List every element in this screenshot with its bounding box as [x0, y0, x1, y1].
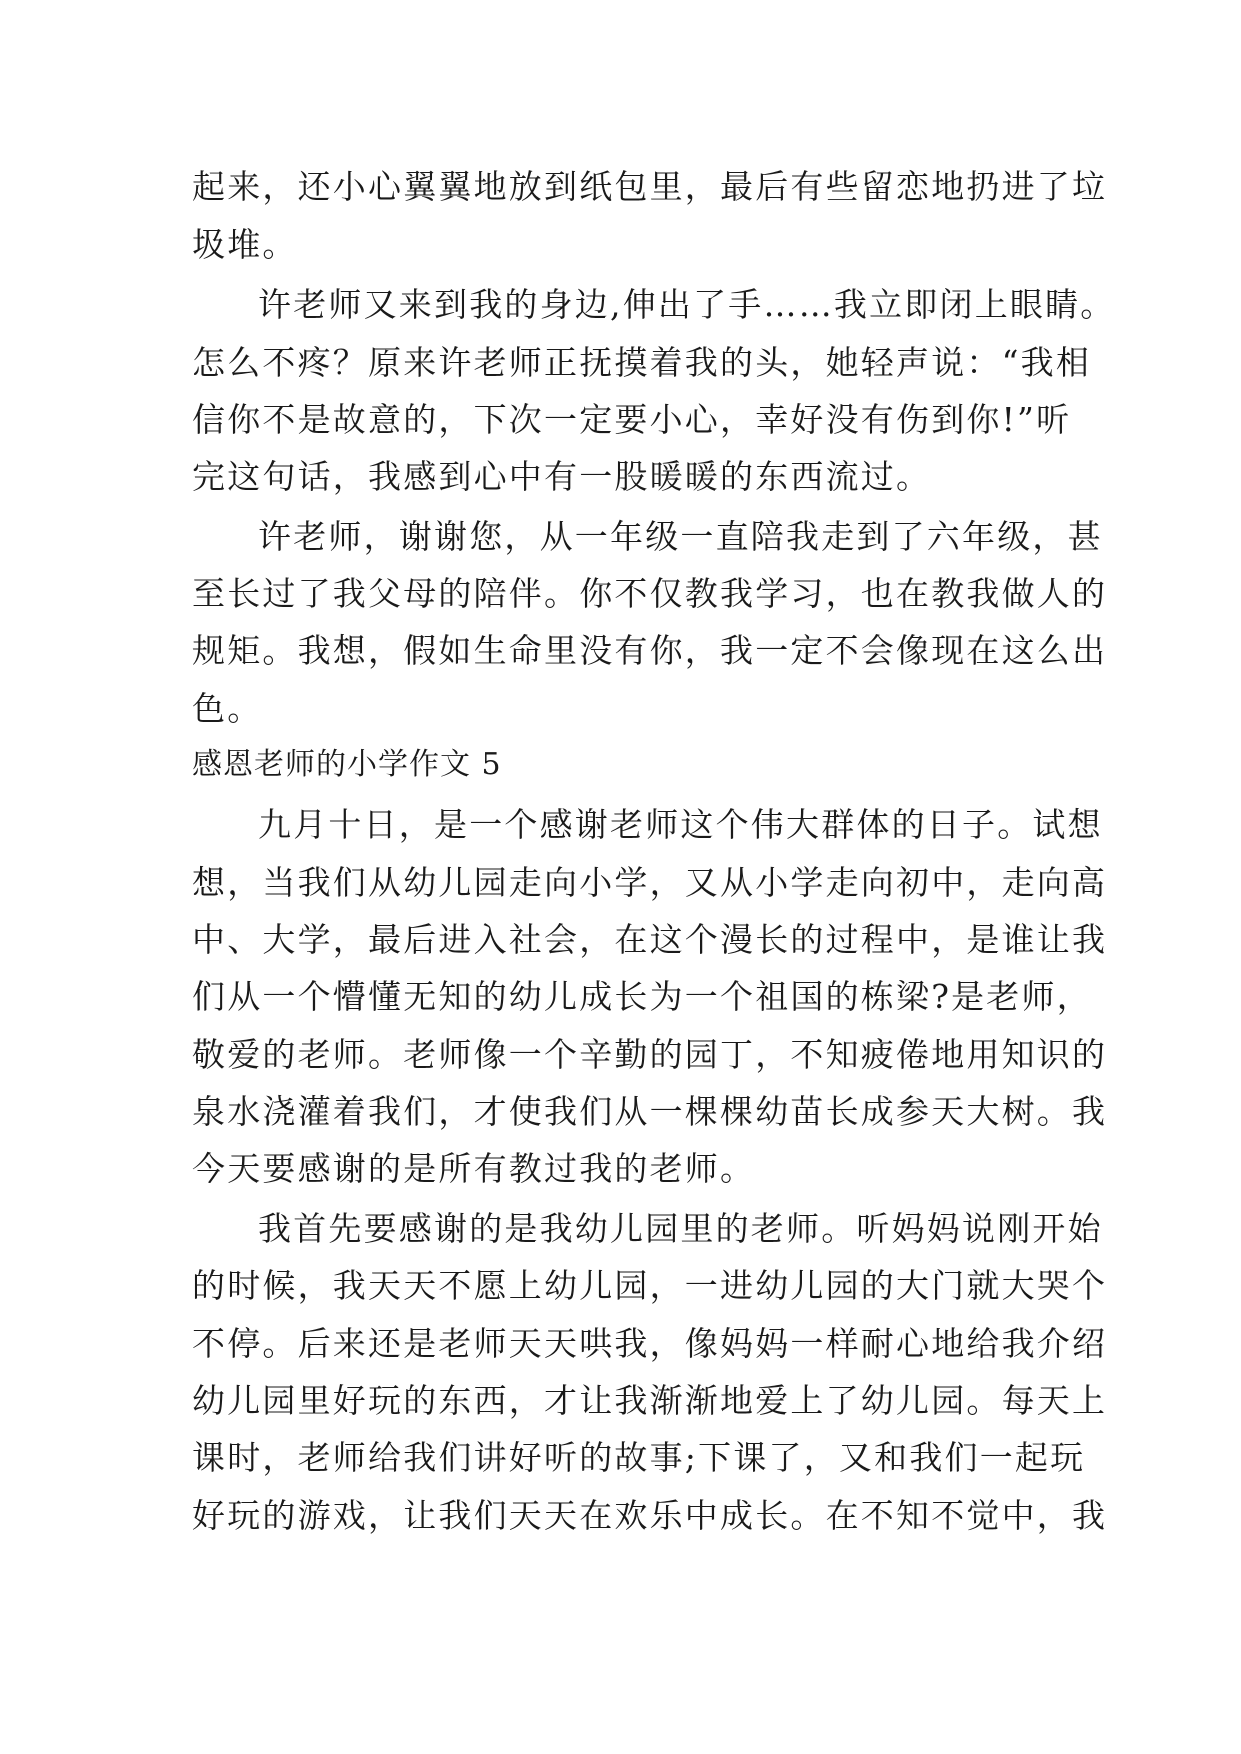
text-line: 敬爱的老师。老师像一个辛勤的园丁，不知疲倦地用知识的 — [192, 1035, 1108, 1074]
text-line: 完这句话，我感到心中有一股暖暖的东西流过。 — [192, 457, 932, 496]
text-line: 幼儿园里好玩的东西，才让我渐渐地爱上了幼儿园。每天上 — [192, 1381, 1108, 1420]
section-heading: 感恩老师的小学作文 5 — [192, 747, 502, 782]
text-line: 中、大学，最后进入社会，在这个漫长的过程中，是谁让我 — [192, 920, 1108, 959]
text-line: 想，当我们从幼儿园走向小学，又从小学走向初中，走向高 — [192, 863, 1108, 902]
text-line: 至长过了我父母的陪伴。你不仅教我学习，也在教我做人的 — [192, 574, 1108, 613]
paragraph-first-line: 许老师又来到我的身边,伸出了手……我立即闭上眼睛。 — [258, 285, 1116, 324]
paragraph-first-line: 九月十日，是一个感谢老师这个伟大群体的日子。试想 — [258, 805, 1103, 844]
text-line: 好玩的游戏，让我们天天在欢乐中成长。在不知不觉中，我 — [192, 1496, 1108, 1535]
text-line: 们从一个懵懂无知的幼儿成长为一个祖国的栋梁?是老师， — [192, 977, 1092, 1016]
text-line: 的时候，我天天不愿上幼儿园，一进幼儿园的大门就大哭个 — [192, 1266, 1108, 1305]
text-line: 泉水浇灌着我们，才使我们从一棵棵幼苗长成参天大树。我 — [192, 1092, 1108, 1131]
text-line: 规矩。我想，假如生命里没有你，我一定不会像现在这么出 — [192, 631, 1108, 670]
text-line: 课时，老师给我们讲好听的故事;下课了，又和我们一起玩 — [192, 1438, 1086, 1477]
text-line: 色。 — [192, 689, 263, 728]
text-line: 起来，还小心翼翼地放到纸包里，最后有些留恋地扔进了垃 — [192, 167, 1108, 206]
paragraph-first-line: 许老师，谢谢您，从一年级一直陪我走到了六年级，甚 — [258, 517, 1103, 556]
text-line: 今天要感谢的是所有教过我的老师。 — [192, 1149, 756, 1188]
text-line: 不停。后来还是老师天天哄我，像妈妈一样耐心地给我介绍 — [192, 1324, 1108, 1363]
text-line: 信你不是故意的，下次一定要小心，幸好没有伤到你!”听 — [192, 400, 1072, 439]
text-line: 怎么不疼？原来许老师正抚摸着我的头，她轻声说：“我相 — [192, 343, 1092, 382]
text-line: 圾堆。 — [192, 225, 298, 264]
paragraph-first-line: 我首先要感谢的是我幼儿园里的老师。听妈妈说刚开始 — [258, 1209, 1103, 1248]
